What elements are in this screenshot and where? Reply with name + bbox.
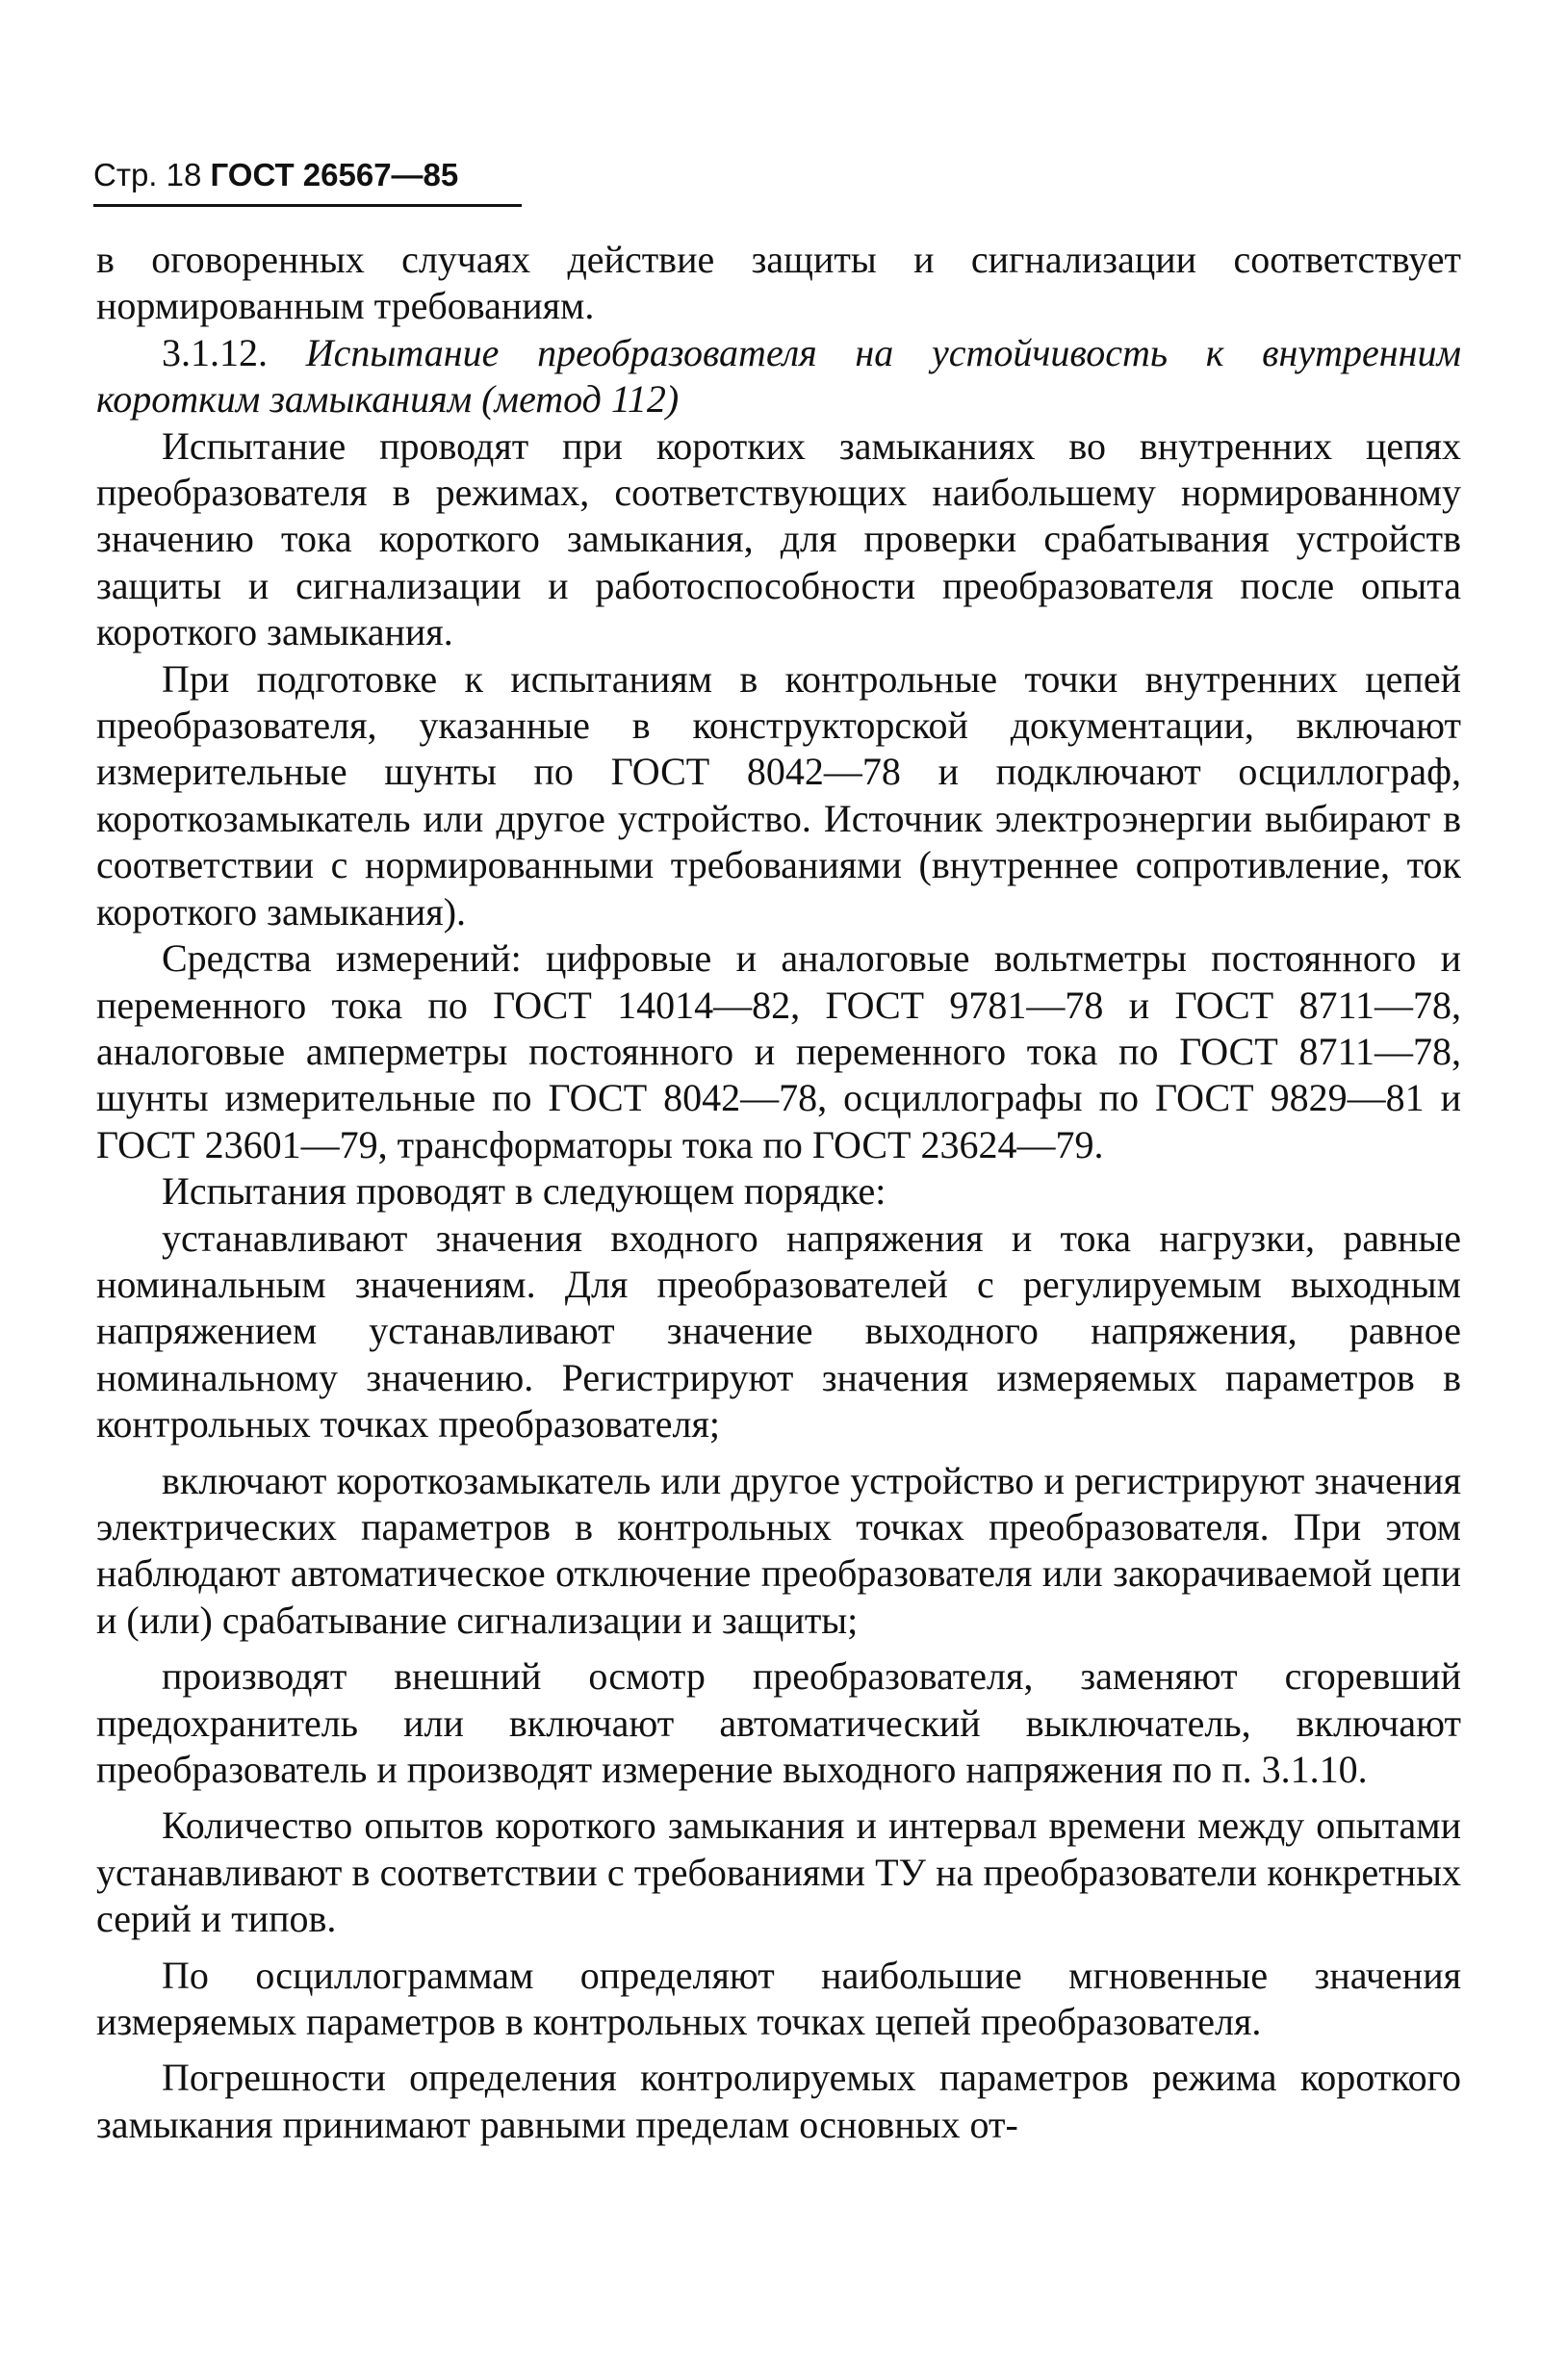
page-header: [93, 156, 522, 194]
paragraph: Погрешности определения контролируемых параметров режима короткого замыкания принимают равными пределам основных от-: [96, 2056, 1461, 2146]
list-item: производят внешний осмотр преобразователя, заменяют сгоревший предохранитель или включают автоматический выключатель, включают преобразователь и производят измерение выходного напряжения по п. 3.1.10.: [96, 1654, 1461, 1791]
paragraph: По осциллограммам определяют наибольшие мгновенные значения измеряемых параметров в контрольных точках цепей преобразователя.: [96, 1953, 1461, 2044]
list-item: устанавливают значения входного напряжения и тока нагрузки, равные номинальным значениям. Для преобразователей с регулируемым выходным напряжением устанавливают значение выходного напряжения, равное номинальному значению. Регистрируют значения измеряемых параметров в контрольных точках преобразователя;: [96, 1216, 1461, 1446]
page-label: Стр. 18: [93, 157, 202, 192]
paragraph: Испытание проводят при коротких замыканиях во внутренних цепях преобразователя в режимах, соответствующих наибольшему нормированному значению тока короткого замыкания, для проверки срабатывания устройств защиты и сигнализации и работоспособности преобразователя после опыта короткого замыкания.: [96, 423, 1461, 654]
list-item: включают короткозамыкатель или другое устройство и регистрируют значения электрических параметров в контрольных точках преобразователя. При этом наблюдают автоматическое отключение преобразователя или закорачиваемой цепи и (или) срабатывание сигнализации и защиты;: [96, 1458, 1461, 1642]
section-heading: [96, 330, 1461, 423]
header-rule: [93, 204, 522, 207]
paragraph: в оговоренных случаях действие защиты и сигнализации соответствует нормированным требованиям.: [96, 238, 1461, 328]
paragraph: Испытания проводят в следующем порядке:: [162, 1169, 886, 1214]
paragraph: Средства измерений: цифровые и аналоговые вольтметры постоянного и переменного тока по ГОСТ 14014—82, ГОСТ 9781—78 и ГОСТ 8711—78, аналоговые амперметры постоянного и переменного тока по ГОСТ 8711—78, шунты измерительные по ГОСТ 8042—78, осциллографы по ГОСТ 9829—81 и ГОСТ 23601—79, трансформаторы тока по ГОСТ 23624—79.: [96, 936, 1461, 1166]
section-title: Испытание преобразователя на устойчивость к внутренним коротким замыканиям (метод 112): [96, 330, 1461, 422]
paragraph: Количество опытов короткого замыкания и интервал времени между опытами устанавливают в соответствии с требованиями ТУ на преобразователи конкретных серий и типов.: [96, 1804, 1461, 1941]
document-body: [96, 237, 1461, 2148]
paragraph: При подготовке к испытаниям в контрольные точки внутренних цепей преобразователя, указанные в конструкторской документации, включают измерительные шунты по ГОСТ 8042—78 и подключают осциллограф, короткозамыкатель или другое устройство. Источник электроэнергии выбирают в соответствии с нормированными требованиями (внутреннее сопротивление, ток короткого замыкания).: [96, 656, 1461, 934]
section-number: 3.1.12.: [162, 330, 268, 374]
standard-designation: ГОСТ 26567—85: [210, 157, 459, 192]
